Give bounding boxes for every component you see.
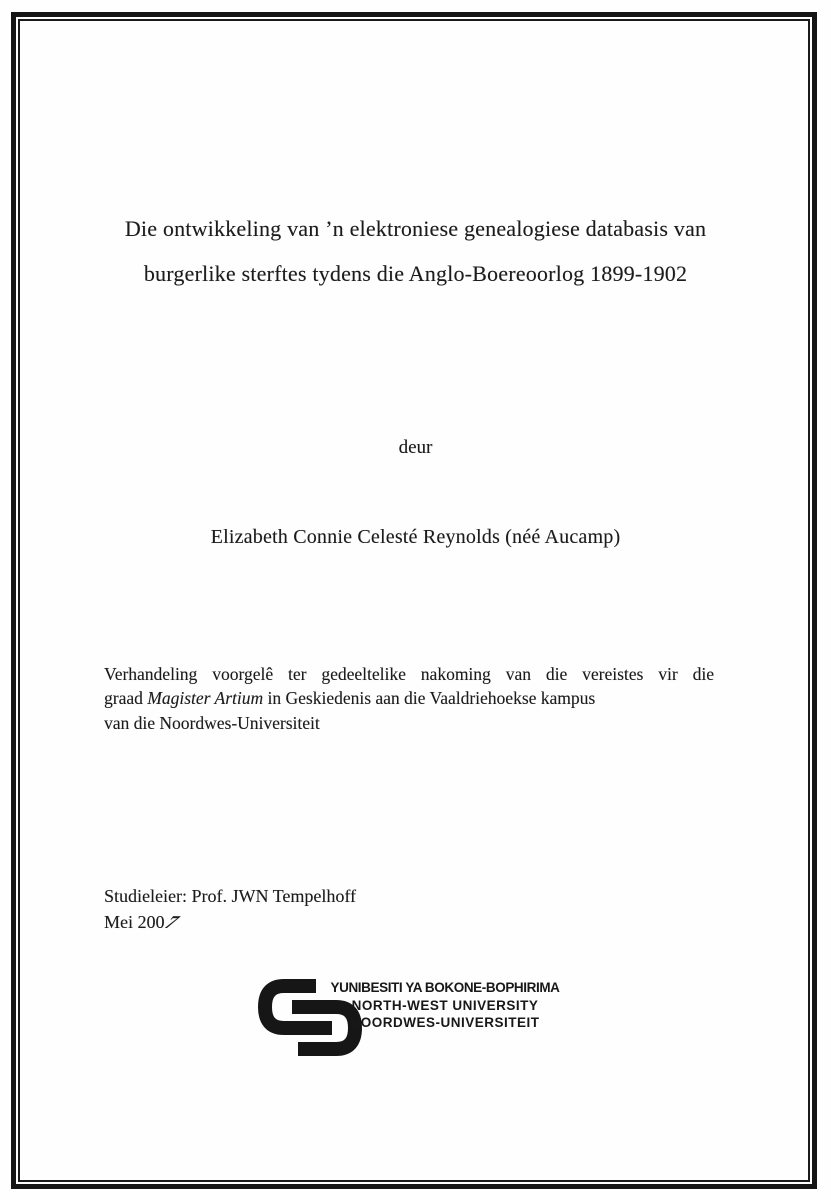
university-logo-text [316,979,574,1032]
thesis-title-line1: Die ontwikkeling van ’n elektroniese genealogiese databasis van [124,216,707,241]
university-name-afrikaans: NOORDWES-UNIVERSITEIT [350,1015,540,1030]
degree-statement-line3: van die Noordwes-Universiteit [104,712,320,733]
university-logo [258,978,588,1058]
university-name-english: NORTH-WEST UNIVERSITY [351,997,539,1013]
degree-statement [104,662,714,735]
date-prefix: Mei 200 [104,911,165,932]
byline-deur: deur [398,437,433,458]
supervisor-and-date [104,884,356,935]
degree-name-italic: Magister Artium [147,688,264,709]
thesis-title-line2: burgerlike sterftes tydens die Anglo-Boereoorlog 1899-1902 [143,261,688,286]
thesis-title [55,206,776,296]
degree-statement-line1: Verhandeling voorgelê ter gedeeltelike nakoming van die vereistes vir die [104,664,714,684]
supervisor-line: Studieleier: Prof. JWN Tempelhoff [104,886,357,906]
degree-statement-line2-prefix: graad [104,688,148,709]
degree-statement-line2-suffix: in Geskiedenis aan die Vaaldriehoekse kampus [263,688,596,709]
author-name: Elizabeth Connie Celesté Reynolds (néé Aucamp) [210,526,621,548]
university-name-setswana: YUNIBESITI YA BOKONE-BOPHIRIMA [330,980,560,995]
date-line [104,910,356,936]
date-final-digit: 7 [159,911,184,932]
degree-statement-line2 [104,686,714,710]
